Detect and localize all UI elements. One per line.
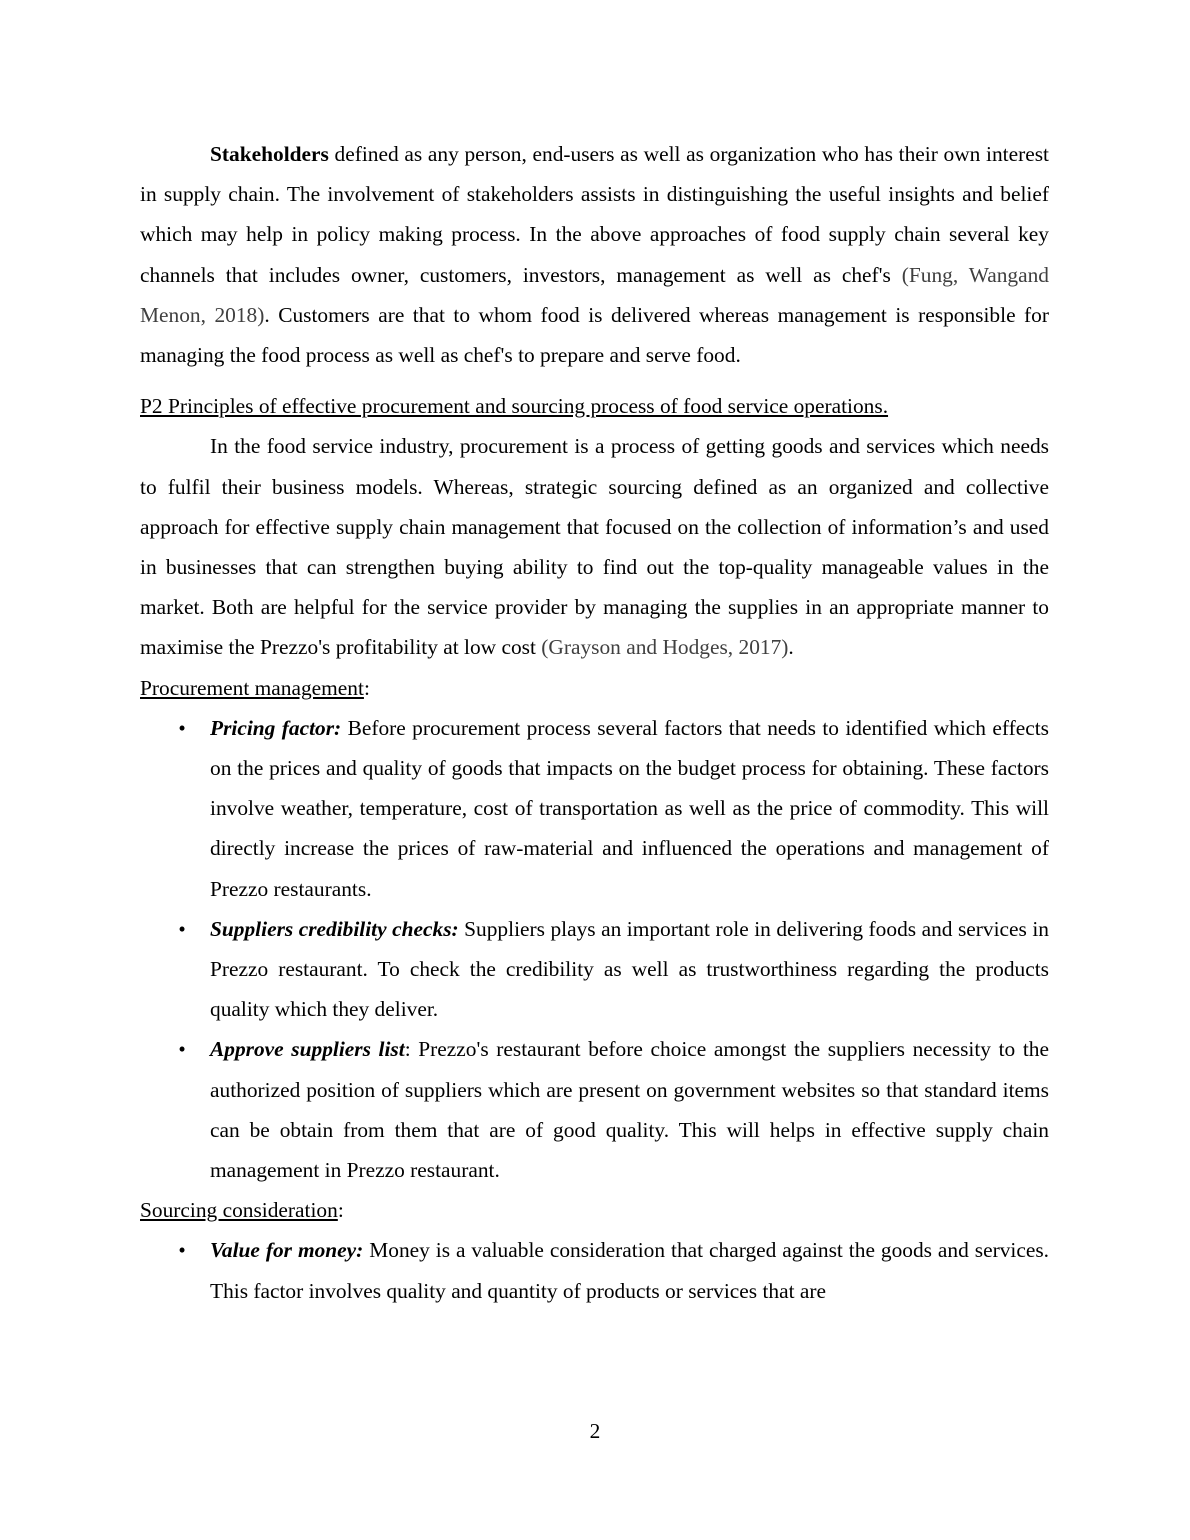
sourcing-heading-colon: : <box>337 1198 344 1223</box>
procurement-heading <box>140 668 1049 708</box>
p2-heading-text: P2 Principles of effective procurement and sourcing process of food service operations. <box>140 394 889 419</box>
sourcing-heading <box>140 1190 1049 1230</box>
p2-citation: (Grayson and Hodges, 2017) <box>541 635 789 660</box>
item-term: Approve suppliers list <box>210 1037 405 1062</box>
list-item <box>140 909 1049 1030</box>
document-page <box>140 134 1049 1311</box>
item-text: Money is a valuable consideration that charged against the goods and services. This factor involves quality and quantity of products or services that are <box>210 1238 1049 1303</box>
sourcing-list <box>140 1230 1049 1310</box>
item-term: Value for money: <box>210 1238 364 1263</box>
item-text: Before procurement process several factors that needs to identified which effects on the prices and quality of goods that impacts on the budget process for obtaining. These factors involve weather, temperature, cost of transportation as well as the price of commodity. This will directly increase the prices of raw-material and influenced the operations and management of Prezzo restaurants. <box>210 715 1050 901</box>
stakeholders-citation: (Fung, Wangand Menon, 2018) <box>140 262 1049 327</box>
stakeholders-text-a: defined as any person, end-users as well as organization who has their own interest in supply chain. The involvement of stakeholders assists in distinguishing the useful insights and belief which may help in policy making process. In the above approaches of food supply chain several key channels that includes owner, customers, investors, management as well as chef's <box>140 142 1049 287</box>
p2-text-end: . <box>788 635 794 660</box>
list-item <box>140 1230 1049 1310</box>
procurement-heading-text: Procurement management <box>140 675 364 700</box>
item-text: : Prezzo's restaurant before choice amongst the suppliers necessity to the authorized position of suppliers which are present on government websites so that standard items can be obtain from them that are of good quality. This will helps in effective supply chain management in Prezzo restaurant. <box>210 1037 1050 1183</box>
list-item <box>140 1029 1049 1190</box>
item-term: Suppliers credibility checks: <box>210 916 459 941</box>
p2-paragraph <box>140 426 1049 667</box>
bullet-icon: • <box>178 1037 186 1062</box>
bullet-icon: • <box>178 715 186 740</box>
bullet-icon: • <box>178 1238 186 1263</box>
bullet-icon: • <box>178 916 186 941</box>
list-item <box>140 708 1049 909</box>
sourcing-heading-text: Sourcing consideration <box>140 1198 338 1223</box>
stakeholders-text-b: . Customers are that to whom food is delivered whereas management is responsible for managing the food process as well as chef's to prepare and serve food. <box>140 302 1049 368</box>
stakeholders-term: Stakeholders <box>210 142 329 166</box>
stakeholders-paragraph <box>140 134 1049 375</box>
p2-text: In the food service industry, procurement is a process of getting goods and services which needs to fulfil their business models. Whereas, strategic sourcing defined as an organized and collective approach for effective supply chain management that focused on the collection of information’s and used in businesses that can strengthen buying ability to find out the top-quality manageable values in the market. Both are helpful for the service provider by managing the supplies in an appropriate manner to maximise the Prezzo's profitability at low cost <box>140 434 1049 660</box>
page-number: 2 <box>589 1419 601 1443</box>
item-text: Suppliers plays an important role in delivering foods and services in Prezzo restaurant. To check the credibility as well as trustworthiness regarding the products quality which they deliver. <box>210 916 1049 1022</box>
procurement-heading-colon: : <box>363 675 370 700</box>
item-term: Pricing factor: <box>210 715 342 740</box>
p2-heading <box>140 386 1049 426</box>
procurement-list <box>140 708 1049 1190</box>
